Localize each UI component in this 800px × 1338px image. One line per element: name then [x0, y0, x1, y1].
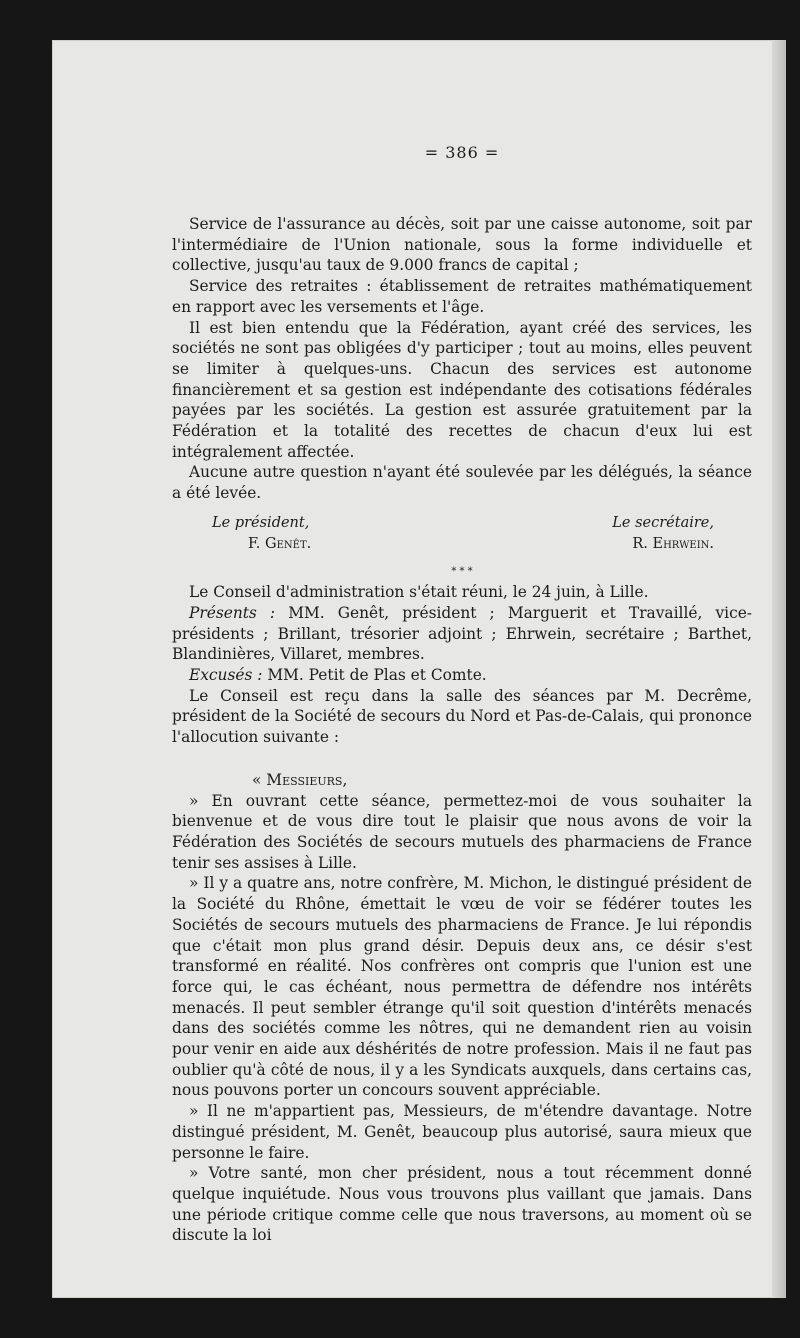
page-number: = 386 =: [424, 143, 500, 162]
paragraph-assurance: Service de l'assurance au décès, soit par une caisse autonome, soit par l'intermédiaire de l'Union nationale, sous la forme individuelle et collective, jusqu'au taux de 9.000 francs de capital ;: [172, 215, 752, 275]
paragraph-retraites: Service des retraites : établissement de retraites mathématiquement en rapport avec les versements et l'âge.: [172, 277, 752, 316]
speech-paragraph-1: » En ouvrant cette séance, permettez-moi de vous souhaiter la bienvenue et de vous dire tout le plaisir que nous avons de voir la Fédération des Sociétés de secours mutuels des pharmaciens de France tenir ses assises à Lille.: [172, 791, 752, 872]
asterism-separator: * * *: [451, 566, 473, 578]
president-name: F. Genêt.: [248, 535, 312, 552]
speech-paragraph-3: » Il ne m'appartient pas, Messieurs, de m'étendre davantage. Notre distingué président, M. Genêt, beaucoup plus autorisé, saura mieux que personne le faire.: [172, 1102, 752, 1162]
paragraph-federation: Il est bien entendu que la Fédération, ayant créé des services, les sociétés ne sont pas obligées d'y participer ; tout au moins, elles peuvent se limiter à quelques-uns. Chacun des services est autonome financièrement et sa gestion est indépendante des cotisations fédérales payées par les sociétés. La gestion est assurée gratuitement par la Fédération et la totalité des recettes de chacun d'eux lui est intégralement affectée.: [172, 318, 752, 461]
secretaire-role: Le secrétaire,: [612, 514, 714, 531]
paragraph-seance-levee: Aucune autre question n'ayant été soulevée par les délégués, la séance a été levée.: [172, 463, 752, 503]
secretaire-name: R. Ehrwein.: [632, 535, 714, 552]
paragraph-excuses: [172, 665, 752, 686]
signature-president: [212, 513, 311, 554]
signature-secretaire: [612, 513, 714, 554]
speech-paragraph-4: » Votre santé, mon cher président, nous a tout récemment donné quelque inquiétude. Nous vous trouvons plus vaillant que jamais. Dans une période critique comme celle que nous traversons, au moment où se discute la loi: [172, 1164, 752, 1245]
excuses-text: MM. Petit de Plas et Comte.: [262, 666, 487, 685]
paragraph-conseil-intro: Le Conseil d'administration s'était réuni, le 24 juin, à Lille.: [189, 583, 649, 602]
speech-paragraph-2: » Il y a quatre ans, notre confrère, M. Michon, le distingué président de la Société du Rhône, émettait le vœu de voir se fédérer toutes les Sociétés de secours mutuels des pharmaciens de France. Je lui répondis que c'était mon plus grand désir. Depuis deux ans, ce désir s'est transformé en réalité. Nos confrères ont compris que l'union est une force qui, le cas échéant, nous permettra de défendre nos intérêts menacés. Il peut sembler étrange qu'il soit question d'intérêts menacés dans des sociétés comme les nôtres, qui ne demandent rien au voisin pour venir en aide aux déshérités de notre profession. Mais il ne faut pas oublier qu'à côté de nous, il y a les Syndicats auxquels, dans certains cas, nous pouvons porter un concours souvent appréciable.: [172, 874, 752, 1100]
president-role: Le président,: [212, 514, 310, 531]
paragraph-reception: Le Conseil est reçu dans la salle des séances par M. Decrême, président de la Société de secours du Nord et Pas-de-Calais, qui prononce l'allocution suivante :: [172, 686, 752, 747]
text-flow: [172, 214, 752, 1246]
presents-text: MM. Genêt, président ; Marguerit et Travaillé, vice-présidents ; Brillant, trésorier adjoint ; Ehrwein, secrétaire ; Barthet, Blandinières, Villaret, membres.: [172, 603, 752, 664]
excuses-label: Excusés :: [189, 666, 263, 685]
speech-salutation: « Messieurs,: [252, 770, 348, 789]
book-page: [52, 40, 786, 1298]
presents-label: Présents :: [189, 603, 276, 622]
paragraph-presents: [172, 603, 752, 665]
page-edge-shadow: [772, 40, 786, 1298]
signatures: [172, 513, 752, 554]
